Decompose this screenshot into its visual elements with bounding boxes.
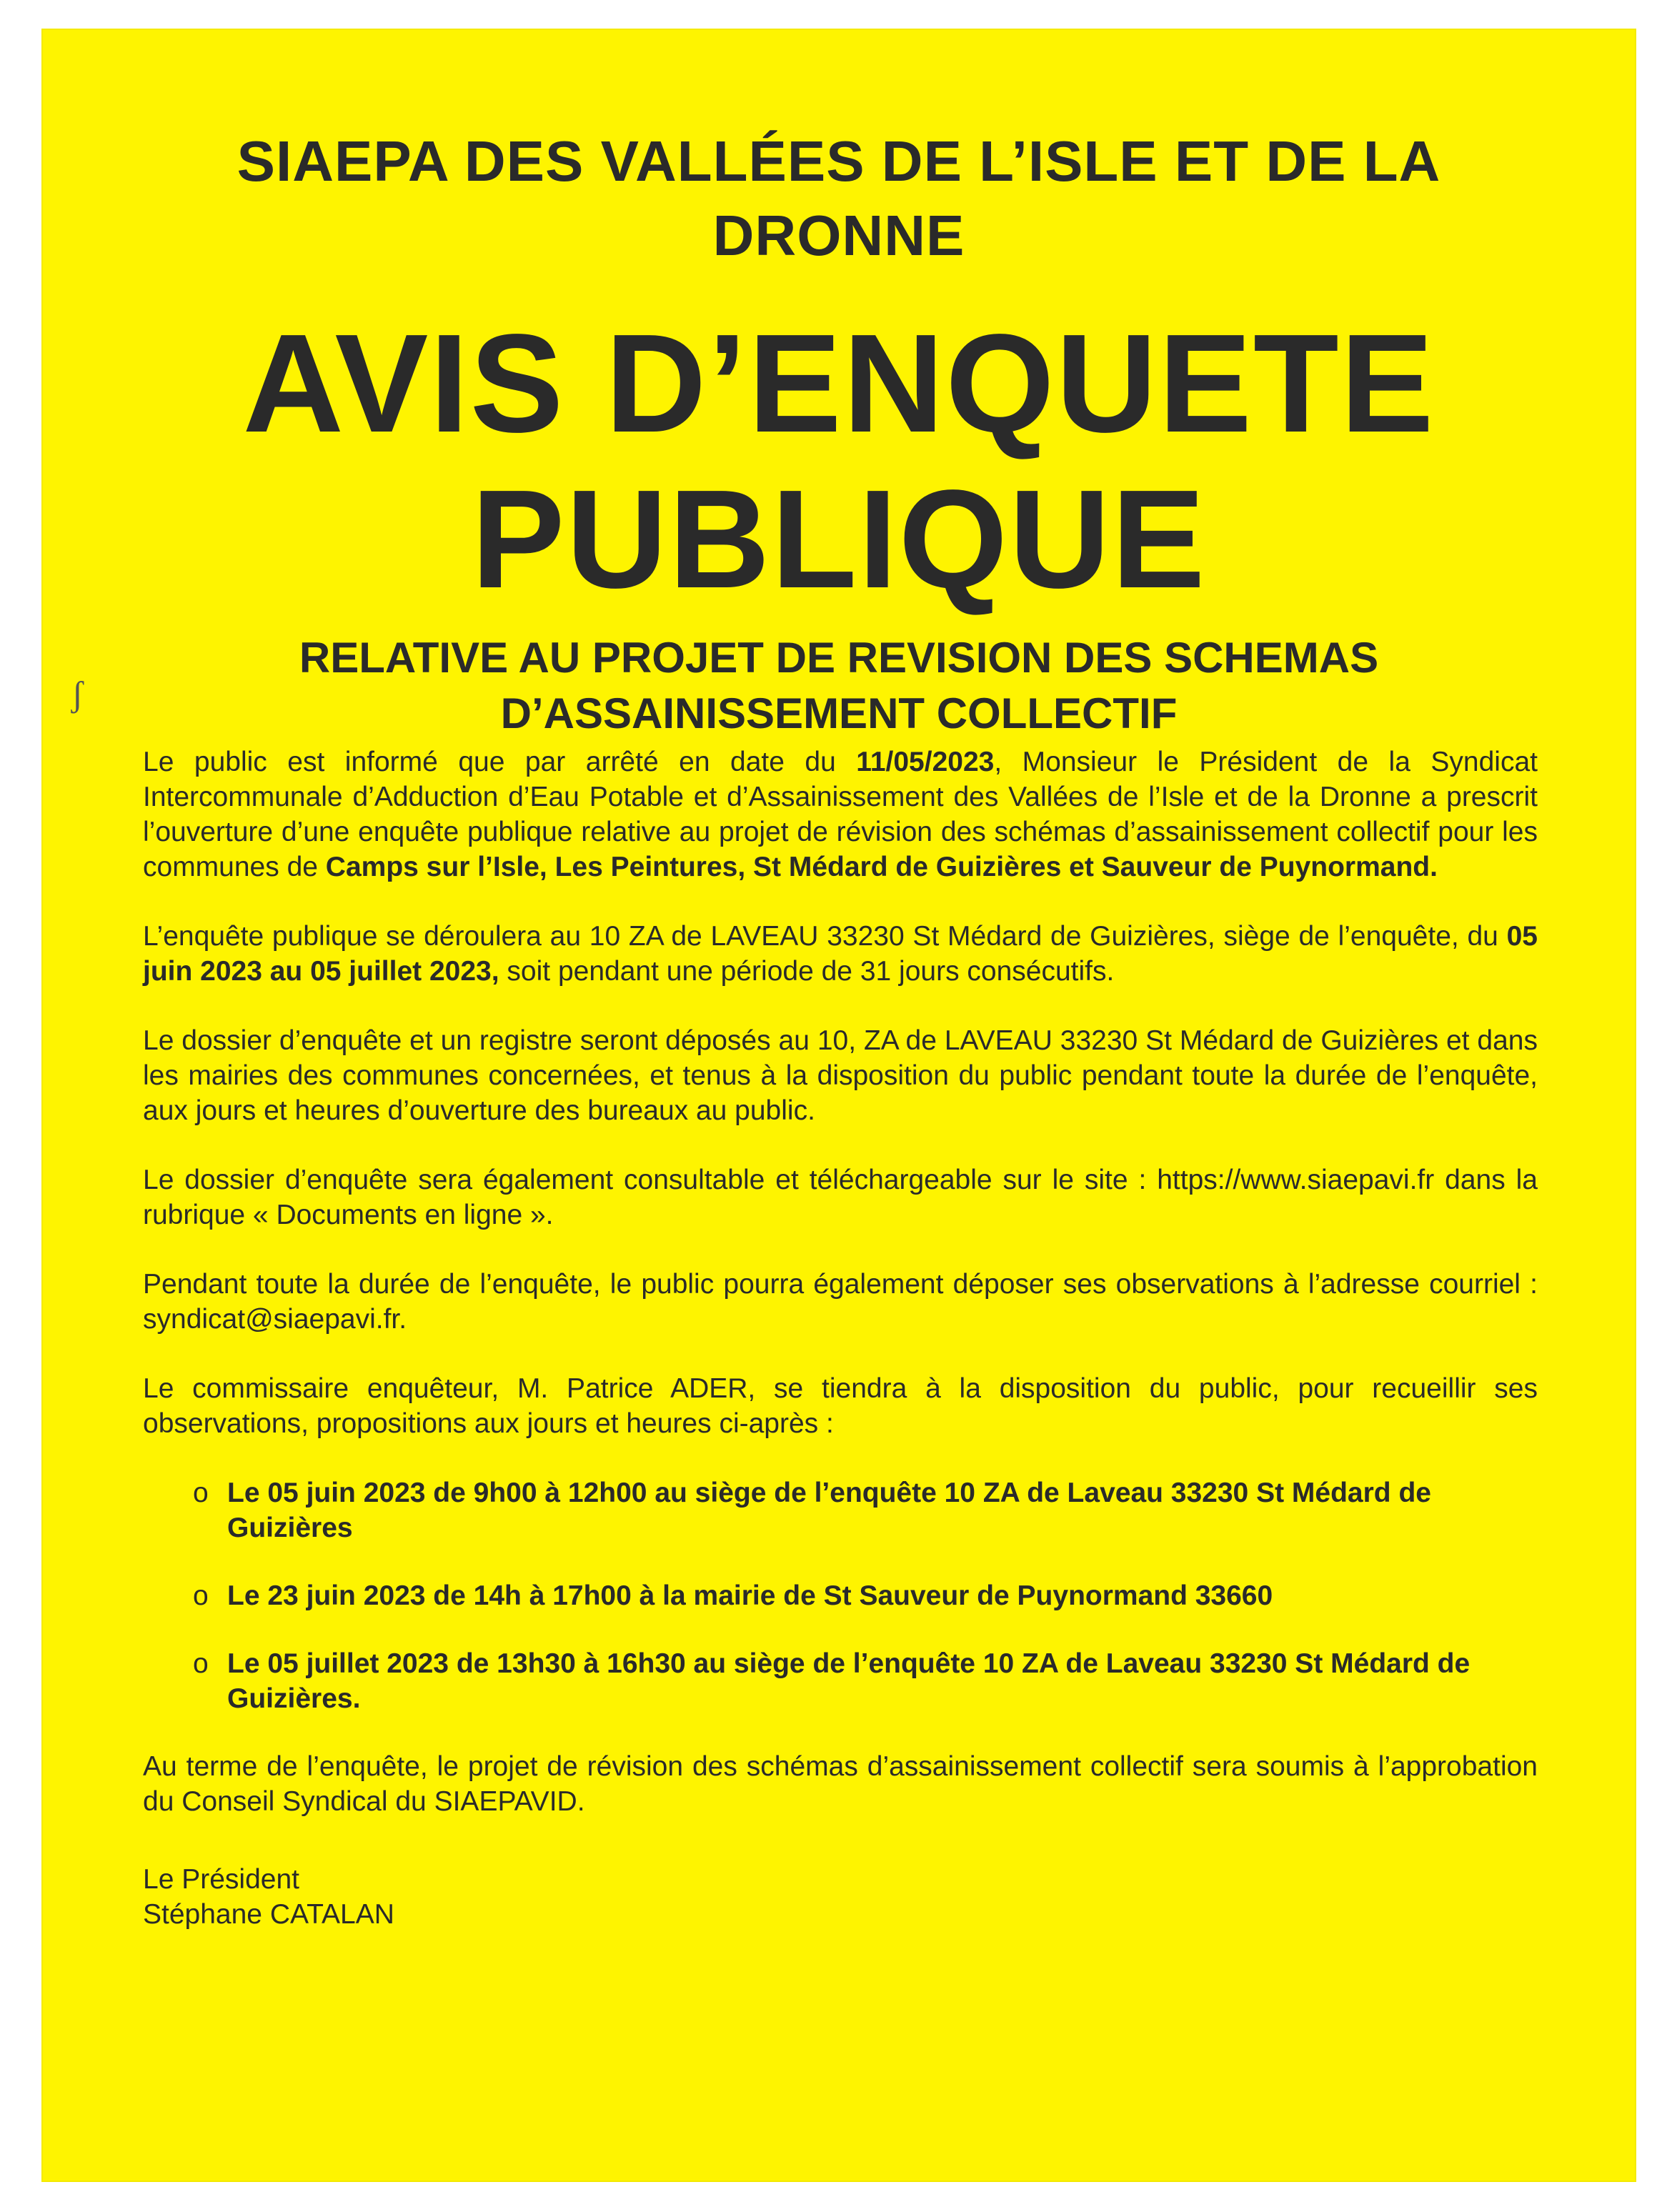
location-text-1: L’enquête publique se déroulera au 10 ZA de LAVEAU 33230 St Médard de Guizières, siège de l’enquête, du bbox=[143, 921, 1507, 952]
scan-mark: ʃ bbox=[71, 674, 84, 714]
signatory-role: Le Président bbox=[143, 1864, 299, 1895]
intro-text-1: Le public est informé que par arrêté en date du bbox=[143, 747, 857, 777]
conclusion-paragraph: Au terme de l’enquête, le projet de révision des schémas d’assainissement collectif sera soumis à l’approbation du Conseil Syndical du SIAEPAVID. bbox=[143, 1751, 1538, 1817]
email-paragraph: Pendant toute la durée de l’enquête, le public pourra également déposer ses observations à l’adresse courriel : syndicat@siaepavi.fr. bbox=[143, 1269, 1538, 1335]
decree-date: 11/05/2023 bbox=[856, 747, 995, 777]
bullet-icon: o bbox=[193, 1648, 209, 1679]
intro-paragraph bbox=[143, 744, 1538, 885]
schedule-item bbox=[193, 1646, 1538, 1716]
enquiry-dates: 05 juin 2023 au 05 juillet 2023, bbox=[143, 921, 1538, 987]
location-text-2: soit pendant une période de 31 jours consécutifs. bbox=[499, 956, 1115, 987]
bullet-icon: o bbox=[193, 1478, 209, 1508]
location-paragraph bbox=[143, 919, 1538, 989]
subtitle-line-2: D’ASSAINISSEMENT COLLECTIF bbox=[500, 689, 1178, 737]
notice-subtitle bbox=[43, 630, 1635, 742]
notice-title bbox=[43, 306, 1635, 617]
commissioner-paragraph: Le commissaire enquêteur, M. Patrice ADER, se tiendra à la disposition du public, pour recueillir ses observations, propositions aux jours et heures ci-après : bbox=[143, 1373, 1538, 1439]
schedule-item-text: Le 23 juin 2023 de 14h à 17h00 à la mairie de St Sauveur de Puynormand 33660 bbox=[227, 1580, 1273, 1611]
schedule-list bbox=[143, 1475, 1538, 1716]
notice-sheet bbox=[43, 30, 1635, 2181]
schedule-item bbox=[193, 1578, 1538, 1613]
organization-name: SIAEPA DES VALLÉES DE L’ISLE ET DE LA DRONNE bbox=[237, 129, 1441, 267]
communes-list: Camps sur l’Isle, Les Peintures, St Médard de Guizières et Sauveur de Puynormand. bbox=[325, 852, 1438, 882]
schedule-item-text: Le 05 juillet 2023 de 13h30 à 16h30 au siège de l’enquête 10 ZA de Laveau 33230 St Médard de Guizières. bbox=[227, 1648, 1471, 1714]
intro-text-2: , Monsieur le Président de la Syndicat Intercommunale d’Adduction d’Eau Potable et d’Assainissement des Vallées de l’Isle et de la Dronne a prescrit l’ouverture d’une enquête publique relative au projet de révision des schémas d’assainissement collectif pour les communes de bbox=[143, 747, 1538, 882]
bullet-icon: o bbox=[193, 1580, 209, 1611]
title-line-1: AVIS D’ENQUETE bbox=[242, 305, 1435, 462]
online-paragraph: Le dossier d’enquête sera également consultable et téléchargeable sur le site : https://www.siaepavi.fr dans la rubrique « Documents en ligne ». bbox=[143, 1165, 1538, 1230]
title-line-2: PUBLIQUE bbox=[471, 461, 1207, 617]
schedule-item bbox=[193, 1475, 1538, 1545]
signatory-name: Stéphane CATALAN bbox=[143, 1899, 394, 1930]
signature-block bbox=[143, 1862, 1538, 1932]
notice-body bbox=[143, 744, 1538, 1932]
dossier-paragraph: Le dossier d’enquête et un registre seront déposés au 10, ZA de LAVEAU 33230 St Médard de Guizières et dans les mairies des communes concernées, et tenus à la disposition du public pendant toute la durée de l’enquête, aux jours et heures d’ouverture des bureaux au public. bbox=[143, 1025, 1538, 1126]
subtitle-line-1: RELATIVE AU PROJET DE REVISION DES SCHEMAS bbox=[299, 634, 1379, 682]
schedule-item-text: Le 05 juin 2023 de 9h00 à 12h00 au siège de l’enquête 10 ZA de Laveau 33230 St Médard de Guizières bbox=[227, 1478, 1431, 1543]
